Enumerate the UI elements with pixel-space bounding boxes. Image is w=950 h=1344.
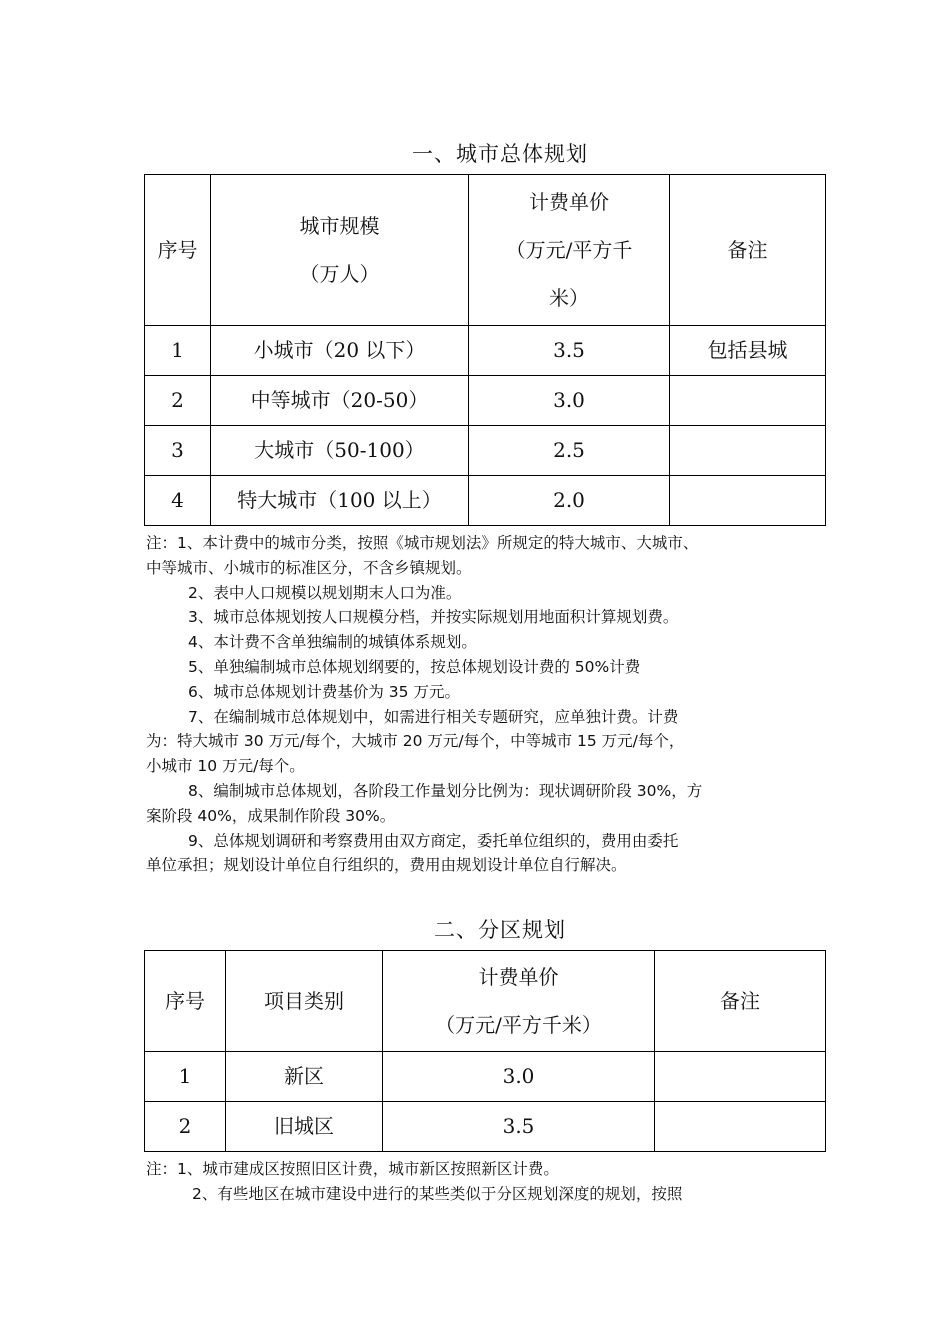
cell-unit-price: 3.5 [383,1102,655,1152]
note-line: 小城市 10 万元/每个。 [146,757,305,776]
cell-remarks [670,476,826,526]
header-unit-price [469,175,670,326]
note-line: 6、城市总体规划计费基价为 35 万元。 [188,682,460,701]
header-unit-price-line1: 计费单价 [529,190,609,214]
cell-remarks [670,376,826,426]
note-line: 案阶段 40%，成果制作阶段 30%。 [146,806,396,825]
header-unit-price [383,951,655,1052]
note-line: 2、有些地区在城市建设中进行的某些类似于分区规划深度的规划，按照 [192,1184,683,1203]
cell-serial: 3 [145,426,211,476]
section2-title: 二、分区规划 [434,918,566,942]
header-unit-price-line2: （万元/平方千 [505,238,633,262]
note-line: 单位承担；规划设计单位自行组织的，费用由规划设计单位自行解决。 [146,856,627,875]
district-plan-fee-table [144,950,826,1152]
header-project-category: 项目类别 [226,951,383,1052]
cell-city-scale: 中等城市（20-50） [211,376,469,426]
header-unit-price-line1: 计费单价 [478,965,559,989]
header-unit-price-line2: （万元/平方千米） [435,1013,602,1037]
note-line: 5、单独编制城市总体规划纲要的，按总体规划设计费的 50%计费 [188,657,641,676]
section1-title: 一、城市总体规划 [412,142,588,166]
header-serial: 序号 [145,951,226,1052]
table-header-row [145,951,826,1052]
note-line: 9、总体规划调研和考察费用由双方商定，委托单位组织的，费用由委托 [188,831,679,850]
cell-unit-price: 3.0 [383,1052,655,1102]
cell-unit-price: 2.5 [469,426,670,476]
cell-serial: 1 [145,326,211,376]
table-row [145,1052,826,1102]
table-row [145,376,826,426]
header-city-scale [211,175,469,326]
table-row [145,326,826,376]
cell-remarks [655,1052,826,1102]
note-line: 中等城市、小城市的标准区分，不含乡镇规划。 [146,558,472,577]
header-city-scale-line1: 城市规模 [299,214,380,238]
note-line: 7、在编制城市总体规划中，如需进行相关专题研究，应单独计费。计费 [188,707,679,726]
cell-city-scale: 大城市（50-100） [211,426,469,476]
table-header-row [145,175,826,326]
note-line: 2、表中人口规模以规划期末人口为准。 [188,583,462,602]
section2-notes [146,1157,811,1207]
note-line: 为：特大城市 30 万元/每个，大城市 20 万元/每个，中等城市 15 万元/每个， [146,732,685,751]
cell-unit-price: 3.0 [469,376,670,426]
urban-master-plan-fee-table [144,174,826,526]
table-row [145,426,826,476]
cell-unit-price: 3.5 [469,326,670,376]
cell-unit-price: 2.0 [469,476,670,526]
note-line: 注：1、本计费中的城市分类，按照《城市规划法》所规定的特大城市、大城市、 [146,534,699,552]
cell-city-scale: 小城市（20 以下） [211,326,469,376]
table-row [145,1102,826,1152]
header-serial: 序号 [145,175,211,326]
cell-serial: 1 [145,1052,226,1102]
section1-notes [146,531,811,878]
cell-remarks: 包括县城 [670,326,826,376]
header-city-scale-line2: （万人） [299,262,380,286]
cell-serial: 4 [145,476,211,526]
header-remarks: 备注 [670,175,826,326]
cell-serial: 2 [145,376,211,426]
note-line: 注：1、城市建成区按照旧区计费，城市新区按照新区计费。 [146,1160,559,1178]
cell-project-category: 新区 [226,1052,383,1102]
note-line: 8、编制城市总体规划，各阶段工作量划分比例为：现状调研阶段 30%，方 [188,781,703,800]
cell-remarks [670,426,826,476]
cell-city-scale: 特大城市（100 以上） [211,476,469,526]
header-remarks: 备注 [655,951,826,1052]
table-row [145,476,826,526]
note-line: 3、城市总体规划按人口规模分档，并按实际规划用地面积计算规划费。 [188,608,679,627]
cell-project-category: 旧城区 [226,1102,383,1152]
note-line: 4、本计费不含单独编制的城镇体系规划。 [188,633,477,652]
header-unit-price-line3: 米） [549,286,589,310]
cell-serial: 2 [145,1102,226,1152]
cell-remarks [655,1102,826,1152]
